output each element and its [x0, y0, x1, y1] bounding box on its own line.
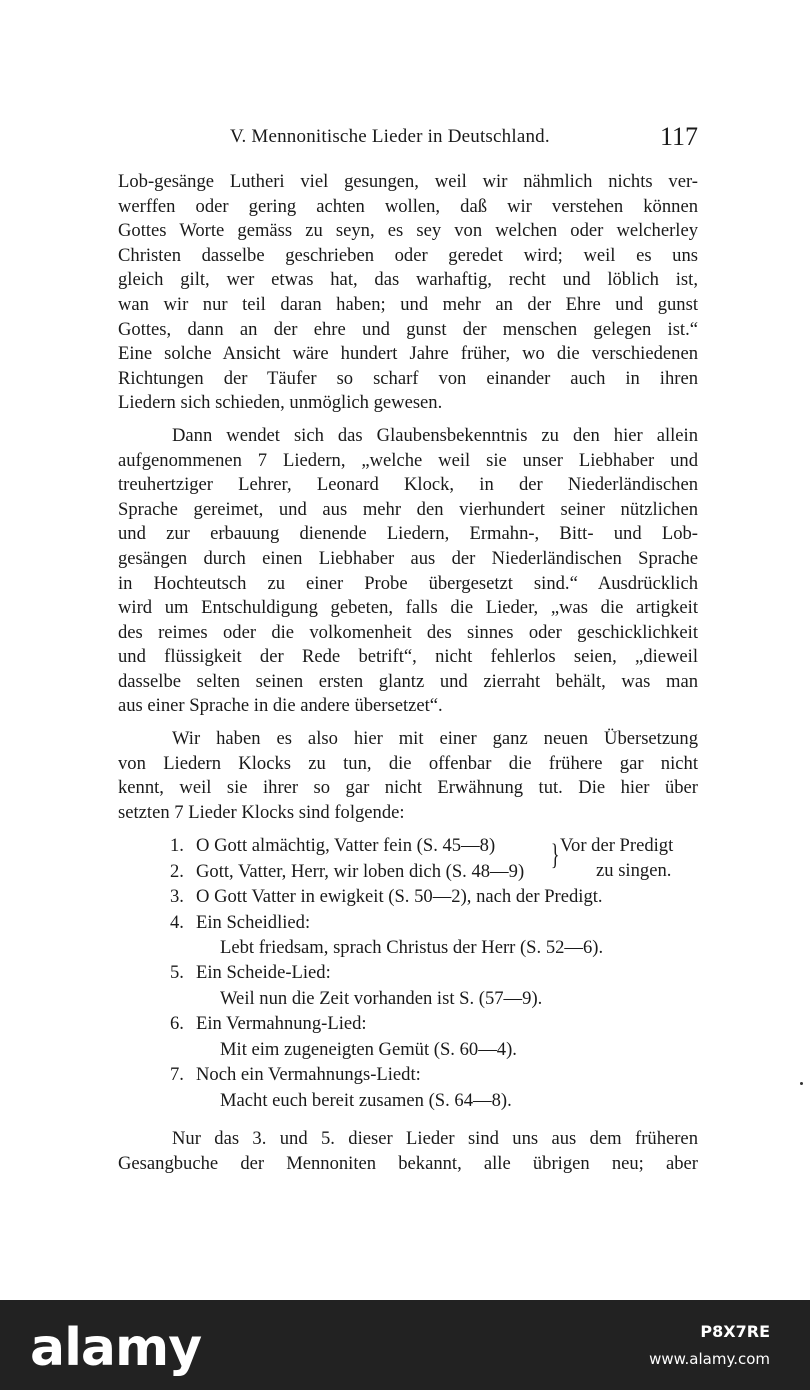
song-subline: Weil nun die Zeit vorhanden ist S. (57—9). [220, 987, 543, 1009]
text-line: Eine solche Ansicht wäre hundert Jahre früher, wo die verschiedenen [118, 343, 698, 365]
text-line: Wir haben es also hier mit einer ganz neuen Übersetzung [172, 728, 698, 750]
text-line: dasselbe selten seinen ersten glantz und zierraht behält, was man [118, 670, 698, 692]
text-line: gesängen durch einen Liebhaber aus der Niederländischen Sprache [118, 547, 698, 569]
brace-icon: } [550, 838, 560, 872]
text-line: Nur das 3. und 5. dieser Lieder sind uns aus dem früheren [172, 1127, 698, 1149]
page-number: 117 [659, 122, 698, 151]
text-line: wan wir nur teil daran haben; und mehr an der Ehre und gunst [118, 293, 698, 315]
text-line: des reimes oder die volkomenheit des sinnes oder geschicklichkeit [118, 621, 698, 643]
text-line: wird um Entschuldigung gebeten, falls die Lieder, „was die artigkeit [118, 597, 698, 619]
alamy-logo: alamy [30, 1318, 202, 1378]
text-line: Gottes Worte gemäss zu seyn, es sey von welchen oder welcherley [118, 220, 698, 242]
text-line: Christen dasselbe geschrieben oder geredet wird; weil es uns [118, 244, 698, 266]
paragraph-4 [118, 1127, 698, 1176]
list-number: 2. [170, 860, 184, 882]
list-item [170, 960, 698, 985]
text-line: und zur erbauung dienende Liedern, Ermahn-, Bitt- und Lob- [118, 523, 698, 545]
site-url: www.alamy.com [649, 1350, 770, 1368]
song-subline: Macht euch bereit zusamen (S. 64—8). [220, 1089, 512, 1111]
list-number: 1. [170, 835, 184, 857]
text-line: aufgenommenen 7 Liedern, „welche weil sie unser Liebhaber und [118, 449, 698, 471]
text-line: Gesangbuche der Mennoniten bekannt, alle übrigen neu; aber [118, 1152, 698, 1174]
song-title: Ein Vermahnung-Lied: [196, 1013, 367, 1035]
list-item [170, 859, 698, 884]
list-item [170, 884, 698, 909]
text-line: gleich gilt, wer etwas hat, das warhaftig, recht und löblich ist, [118, 269, 698, 291]
list-number: 5. [170, 962, 184, 984]
text-line: und flüssigkeit der Rede betrift“, nicht fehlerlos seien, „dieweil [118, 646, 698, 668]
text-line: werffen oder gering achten wollen, daß wir verstehen können [118, 195, 698, 217]
song-subline: Lebt friedsam, sprach Christus der Herr (S. 52—6). [220, 937, 604, 959]
brace-note-line-2: zu singen. [596, 860, 672, 882]
text-line: von Liedern Klocks zu tun, die offenbar die frühere gar nicht [118, 752, 698, 774]
list-number: 3. [170, 886, 184, 908]
body-text [118, 170, 698, 1176]
song-list [170, 833, 698, 1112]
scan-speck [800, 1082, 803, 1085]
song-title: O Gott almächtig, Vatter fein (S. 45—8) [196, 835, 496, 857]
running-head [118, 122, 698, 154]
list-number: 7. [170, 1064, 184, 1086]
list-number: 4. [170, 911, 184, 933]
text-line: treuhertziger Lehrer, Leonard Klock, in der Niederländischen [118, 474, 698, 496]
song-subline: Mit eim zugeneigten Gemüt (S. 60—4). [220, 1038, 517, 1060]
text-line: Dann wendet sich das Glaubensbekenntnis zu den hier allein [172, 424, 698, 446]
song-title: Noch ein Vermahnungs-Liedt: [196, 1064, 421, 1086]
image-id: P8X7RE [700, 1322, 770, 1341]
brace-note-line-1: Vor der Predigt [560, 835, 674, 857]
list-item [170, 1062, 698, 1087]
paragraph-3 [118, 727, 698, 825]
text-line: kennt, weil sie ihrer so gar nicht Erwähnung tut. Die hier über [118, 777, 698, 799]
song-title: Gott, Vatter, Herr, wir loben dich (S. 48—9) [196, 860, 525, 882]
list-item [170, 1011, 698, 1036]
running-title: V. Mennonitische Lieder in Deutschland. [230, 126, 550, 147]
watermark-banner [0, 1300, 810, 1390]
text-line: in Hochteutsch zu einer Probe übergesetzt sind.“ Ausdrücklich [118, 572, 698, 594]
list-number: 6. [170, 1013, 184, 1035]
text-line: Lob-gesänge Lutheri viel gesungen, weil wir nähmlich nichts ver- [118, 171, 698, 192]
text-line: Gottes, dann an der ehre und gunst der menschen gelegen ist.“ [118, 318, 698, 340]
text-line: Sprache gereimet, und aus mehr den vierhundert seiner nützlichen [118, 498, 698, 520]
text-line: Richtungen der Täufer so scharf von einander auch in ihren [118, 367, 698, 389]
text-line: aus einer Sprache in die andere übersetzet“. [118, 695, 443, 717]
song-title: Ein Scheide-Lied: [196, 962, 331, 984]
text-line: setzten 7 Lieder Klocks sind folgende: [118, 801, 405, 823]
list-item [170, 910, 698, 935]
song-title: O Gott Vatter in ewigkeit (S. 50—2), nach der Predigt. [196, 886, 603, 908]
song-title: Ein Scheidlied: [196, 911, 311, 933]
text-line: Liedern sich schieden, unmöglich gewesen. [118, 392, 443, 414]
paragraph-2 [118, 424, 698, 719]
paragraph-1 [118, 170, 698, 416]
